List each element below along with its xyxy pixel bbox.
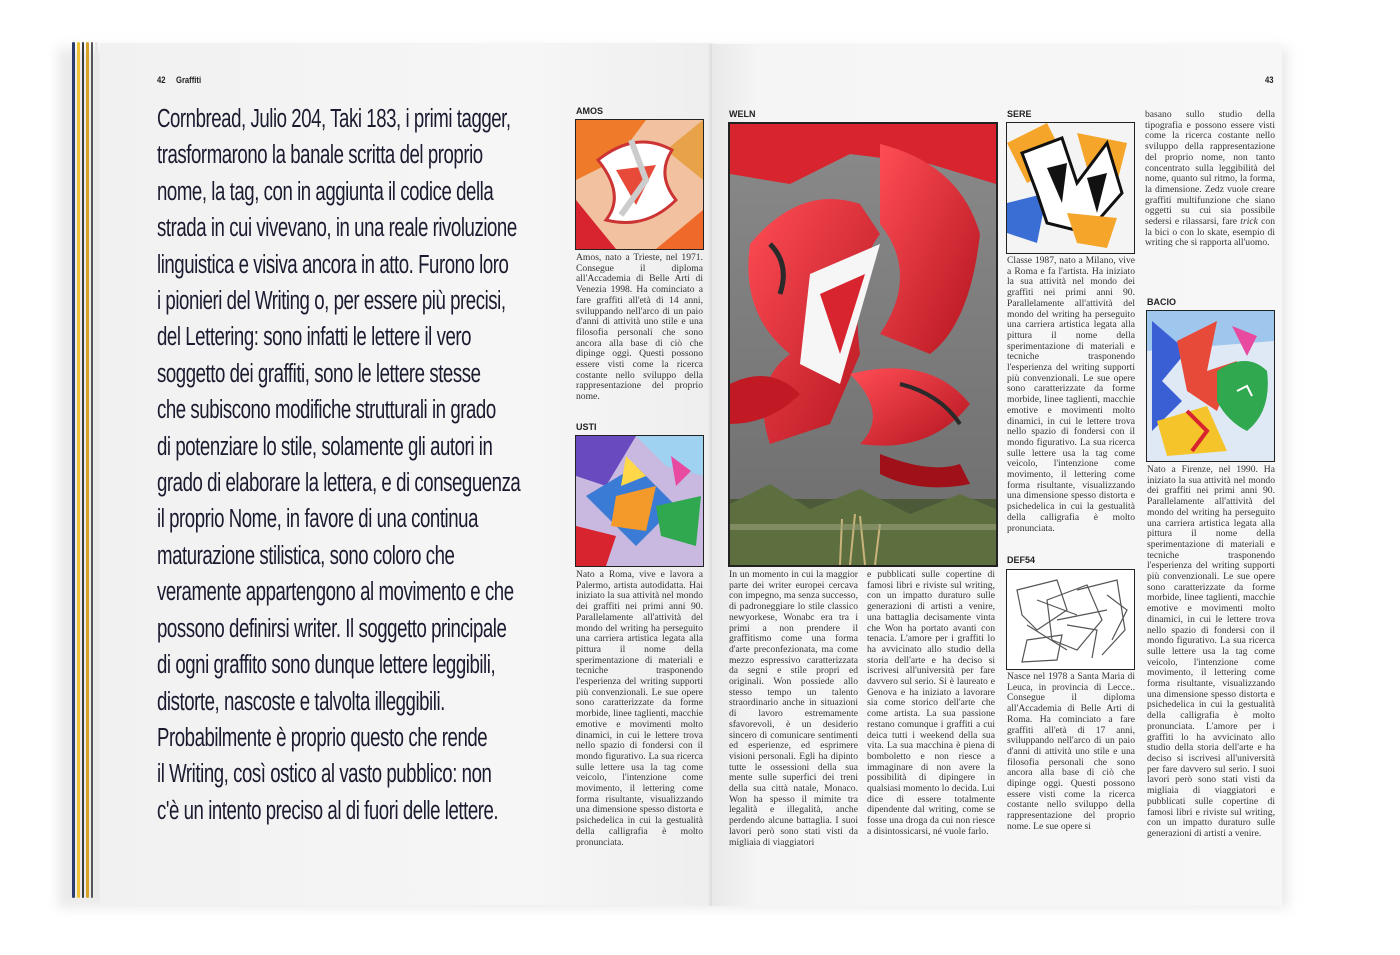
artist-name-usti: USTI [576,422,597,432]
weln-bio-col2: e pubblicati sulle copertine di famosi libri e riviste sul writing, con un impatto duraturo sulle generazioni di artisti a venire, una battaglia decisamente vinta che Won ha portato avanti con tenacia. L'amore per i graffiti lo ha avvicinato allo studio della storia dell'arte e ha deciso si iscrivesi all'università per fare davvero sul serio. Si è laureato e Genova e ha iniziato a lavorare sia come storico dell'arte che come artista. La sua passione restano comunque i graffiti a cui deica tutti i weekend della sua vita. La sua macchina è piena di bomboletto e non riesce a immaginare di non avere la possibilità di dipingere in qualsiasi momento lo decida. Lui dice di essere totalmente dipendente dal writing, come se fosse una droga da cui non riesce a disintossicarsi, né vuole farlo. [867,569,995,837]
section-title: Graffiti [176,75,202,85]
intro-line: linguistica e visiva ancora in atto. Furono loro [157,250,509,279]
def54-bio: Nasce nel 1978 a Santa Maria di Leuca, in provincia di Lecce.. Consegue il diploma all'Accademia di Belle Arti di Roma. Ha cominciato a fare graffiti all'età di 17 anni, sviluppando nell'arco di un paio d'anni di attività uno stile e una filosofia personali che sono ancora alla base di ciò che dipinge oggi. Questi possono essere visti come la ricerca costante nello sviluppo della rappresentazione del proprio nome. Le sue opere si [1007,671,1135,832]
intro-line: i pionieri del Writing o, per essere più precisi, [157,287,506,316]
usti-bio: Nato a Roma, vive e lavora a Palermo, artista autodidatta. Hai iniziato la sua attività nel mondo dei graffiti nei primi anni 90. Parallelamente all'attività del mondo del writing ha perseguito una carriera artistica legata alla pittura il nome della sperimentazione di materiali e tecniche trasponendo l'esperienza del writing supporti più convenzionali. Le sue opere sono caratterizzate da forme morbide, linee taglienti, macchie emotive e movimenti molto dinamici, in cui le lettere trova nello spazio di fondersi con il mondo figurativo. La sua ricerca sulle lettere usa la tag come veicolo, l'intenzione come movimento, il lettering come forma risultante, visualizzando una dimensione spesso distorta e psichedelica in cui la gestualità della calligrafia è molto pronunciata. [576,569,703,848]
artist-name-weln: WELN [729,109,756,119]
artist-name-amos: AMOS [576,106,603,116]
intro-line: Probabilmente è proprio questo che rende [157,723,488,752]
intro-line: di ogni graffito sono dunque lettere leggibili, [157,651,496,680]
zedz-text-italic: trick [1240,216,1258,228]
sere-artwork-image [1006,122,1135,254]
intro-line: c'è un intento preciso al di fuori delle lettere. [157,796,499,825]
page-number-left: 42 [157,75,166,85]
intro-line: strada in cui vivevano, in una reale rivoluzione [157,214,517,243]
intro-line: soggetto dei graffiti, sono le lettere stesse [157,359,481,388]
artist-name-def54: DEF54 [1007,555,1036,565]
sere-bio: Classe 1987, nato a Milano, vive a Roma e fa l'artista. Ha iniziato la sua attività nel mondo dei graffiti nei primi anni 90. Parallelamente all'attività del mondo del writing ha perseguito una carriera artistica legata alla pittura il nome della sperimentazione di materiali e tecniche trasponendo l'esperienza del writing supporti più convenzionali. Le sue opere sono caratterizzate da forme morbide, linee taglienti, macchie emotive e movimenti molto dinamici, in cui le lettere trova nello spazio di fondersi con il mondo figurativo. La sua ricerca sulle lettere usa la tag come veicolo, l'intenzione come movimento, il lettering come forma risultante, visualizzando una dimensione spesso distorta e psichedelica in cui la gestualità della calligrafia è molto pronunciata. [1007,255,1135,534]
intro-line: distorte, nascoste e talvolta illeggibili. [157,687,445,716]
weln-bio-col1: In un momento in cui la maggior parte dei writer europei cercava con impegno, ma senza successo, di padroneggiare lo stile classico newyorkese, Wonabc era tra i primi a non prendere il graffitismo come una forma d'arte preconfezionata, ma come mezzo espressivo caratterizzata da segni e stile propri ed originali. Won possiede allo stesso tempo un talento straordinario anche in situazioni di lavoro estremamente sfavorevoli, è un desiderio sincero di comunicare sentimenti ed esperienze, ed esprimere visioni personali. Egli ha dipinto tutte le ossessioni della sua mente sulle superfici dei treni della sua città natale, Monaco. Won ha spesso il mimite tra legalità e illegalità, anche perdendo alcune battaglia. I suoi lavori però sono stati visti da migliaia di viaggiatori [729,569,858,848]
intro-line: trasformarono la banale scritta del proprio [157,141,483,170]
zedz-text-part: basano sullo studio della tipografia e possono essere visti come la ricerca costante nello sviluppo della rappresentazione del proprio nome, non tanto concentrato sulla leggibilità del nome, quanto sul ritmo, la forma, la dimensione. Zedz vuole creare graffiti multifunzione che siano oggetti su cui sia possibile sedersi e rilassarsi, fare [1145,109,1275,228]
artist-name-bacio: BACIO [1147,297,1176,307]
zedz-text-part: con la bici o con lo skate, esempio di writing che si rapporta all'uomo. [1145,216,1275,249]
intro-line: che subiscono modifiche strutturali in grado [157,396,496,425]
intro-paragraph [157,101,521,829]
intro-line: di potenziare lo stile, solamente gli autori in [157,432,493,461]
bacio-bio: Nato a Firenze, nel 1990. Ha iniziato la sua attività nel mondo dei graffiti nei primi anni 90. Parallelamente all'attività del mondo del writing ha perseguito una carriera artistica legata alla pittura il nome della sperimentazione di materiali e tecniche trasponendo l'esperienza del writing supporti più convenzionali. Le sue opere sono caratterizzate da forme morbide, linee taglienti, macchie emotive e movimenti molto dinamici, in cui le lettere trova nello spazio di fondersi con il mondo figurativo. La sua ricerca sulle lettere usa la tag come veicolo, l'intenzione come movimento, il lettering come forma risultante, visualizzando una dimensione spesso distorta e psichedelica in cui la gestualità della calligrafia è molto pronunciata. L'amore per i graffiti lo ha avvicinato allo studio della storia dell'arte e ha deciso si iscrivesi all'università per fare davvero sul serio. I suoi lavori però sono stati visti da migliaia di viaggiatori e pubblicati sulle copertine di famosi libri e riviste sul writing, con un impatto duraturo sulle generazioni di artisti a venire. [1147,464,1275,839]
intro-line: veramente appartengono al movimento e che [157,578,514,607]
intro-line: del Lettering: sono infatti le lettere il vero [157,323,472,352]
amos-bio: Amos, nato a Trieste, nel 1971. Consegue il diploma all'Accademia di Belle Arti di Venezia 1998. Ha cominciato a fare graffiti all'età di 14 anni, sviluppando nell'arco di un paio d'anni di attività uno stile e una filosofia personali che sono ancora alla base di ciò che dipinge oggi. Questi possono essere visti come la ricerca costante nello sviluppo della rappresentazione del proprio nome. [576,252,703,403]
def54-artwork-image [1006,569,1135,670]
intro-line: nome, la tag, con in aggiunta il codice della [157,177,494,206]
intro-line: grado di elaborare la lettera, e di conseguenza [157,469,521,498]
zedz-bio-continued [1145,110,1275,249]
usti-artwork-image [575,435,704,567]
bacio-artwork-image [1146,310,1275,462]
intro-line: possono definirsi writer. Il soggetto principale [157,614,507,643]
intro-line: maturazione stilistica, sono coloro che [157,541,455,570]
intro-line: il Writing, così ostico al vasto pubblico: non [157,760,492,789]
artist-name-sere: SERE [1007,109,1032,119]
intro-line: il proprio Nome, in favore di una continua [157,505,479,534]
weln-artwork-image [728,122,998,567]
intro-line: Cornbread, Julio 204, Taki 183, i primi tagger, [157,105,511,133]
amos-artwork-image [575,119,704,250]
page-number-right: 43 [1265,75,1274,85]
